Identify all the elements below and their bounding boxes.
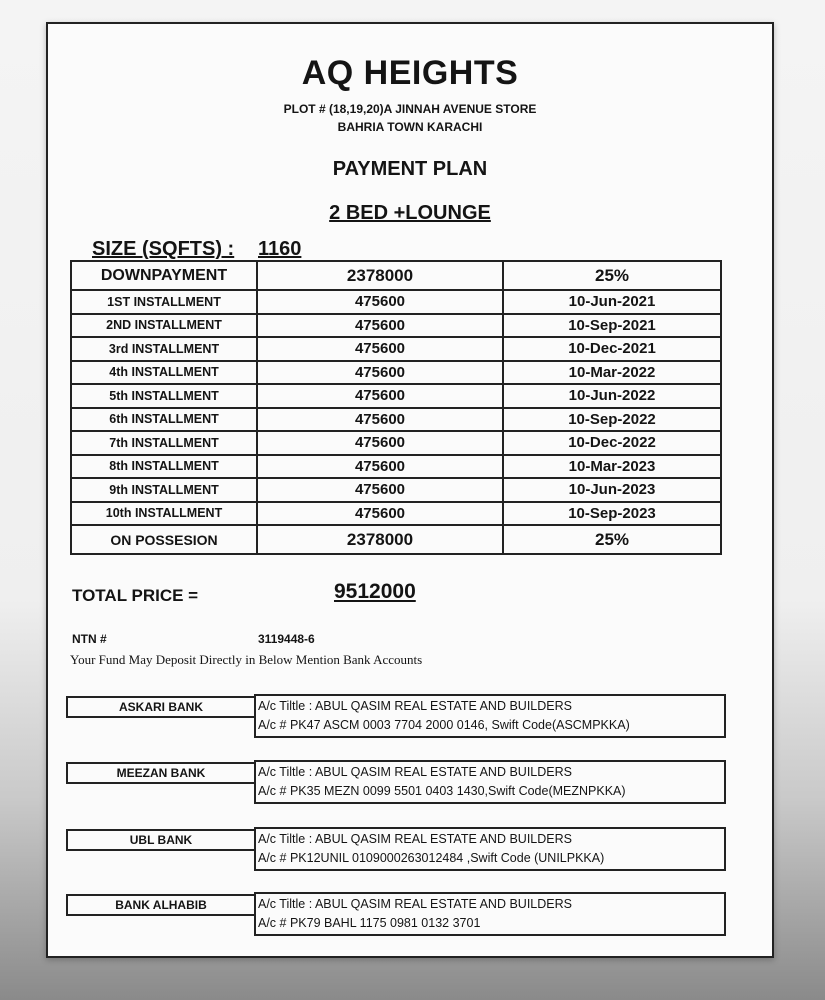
size-label: SIZE (SQFTS) : [92,238,235,260]
row-due: 10-Sep-2021 [503,314,721,338]
total-price-label: TOTAL PRICE = [72,586,199,605]
row-amount: 475600 [257,361,503,385]
ntn-label: NTN # [72,632,107,646]
row-due: 10-Jun-2021 [503,290,721,314]
account-number: A/c # PK35 MEZN 0099 5501 0403 1430,Swift Code(MEZNPKKA) [258,784,626,798]
bank-account-details [254,892,726,936]
row-due: 10-Mar-2022 [503,361,721,385]
table-row [71,384,721,408]
row-label: 1ST INSTALLMENT [71,290,257,314]
bank-account-details [254,694,726,738]
table-row [71,478,721,502]
table-row [71,455,721,479]
table-row [71,290,721,314]
ntn-value: 3119448-6 [258,632,315,646]
table-row [71,502,721,526]
row-label: 7th INSTALLMENT [71,431,257,455]
bank-account-details [254,827,726,871]
row-amount: 475600 [257,478,503,502]
account-title: A/c Tiltle : ABUL QASIM REAL ESTATE AND BUILDERS [258,832,572,846]
row-amount: 2378000 [257,261,503,290]
account-number: A/c # PK79 BAHL 1175 0981 0132 3701 [258,916,481,930]
table-row [71,314,721,338]
row-label: 10th INSTALLMENT [71,502,257,526]
row-due: 10-Jun-2022 [503,384,721,408]
row-label: ON POSSESION [71,525,257,554]
row-due: 10-Dec-2022 [503,431,721,455]
row-due: 25% [503,525,721,554]
payment-schedule-table [70,260,722,555]
row-due: 10-Jun-2023 [503,478,721,502]
bank-name: UBL BANK [66,829,256,851]
total-price-value: 9512000 [334,580,416,603]
project-title: AQ HEIGHTS [301,54,519,92]
table-row [71,525,721,554]
account-title: A/c Tiltle : ABUL QASIM REAL ESTATE AND BUILDERS [258,897,572,911]
address-line-1: PLOT # (18,19,20)A JINNAH AVENUE STORE [283,102,537,116]
row-amount: 475600 [257,455,503,479]
table-row [71,361,721,385]
account-title: A/c Tiltle : ABUL QASIM REAL ESTATE AND BUILDERS [258,765,572,779]
account-number: A/c # PK47 ASCM 0003 7704 2000 0146, Swift Code(ASCMPKKA) [258,718,630,732]
row-due: 25% [503,261,721,290]
account-number: A/c # PK12UNIL 0109000263012484 ,Swift Code (UNILPKKA) [258,851,605,865]
row-label: 2ND INSTALLMENT [71,314,257,338]
row-label: DOWNPAYMENT [71,261,257,290]
row-amount: 475600 [257,337,503,361]
row-label: 5th INSTALLMENT [71,384,257,408]
table-row [71,337,721,361]
row-due: 10-Mar-2023 [503,455,721,479]
bank-account-details [254,760,726,804]
row-amount: 475600 [257,314,503,338]
unit-type: 2 BED +LOUNGE [329,202,491,224]
row-label: 8th INSTALLMENT [71,455,257,479]
bank-name: BANK ALHABIB [66,894,256,916]
bank-name: ASKARI BANK [66,696,256,718]
bank-name: MEEZAN BANK [66,762,256,784]
table-row [71,261,721,290]
row-amount: 475600 [257,384,503,408]
row-amount: 475600 [257,290,503,314]
row-label: 3rd INSTALLMENT [71,337,257,361]
row-due: 10-Dec-2021 [503,337,721,361]
deposit-note: Your Fund May Deposit Directly in Below Mention Bank Accounts [70,652,423,667]
row-amount: 475600 [257,502,503,526]
row-label: 4th INSTALLMENT [71,361,257,385]
table-row [71,431,721,455]
address-line-2: BAHRIA TOWN KARACHI [337,120,483,134]
row-amount: 475600 [257,408,503,432]
row-label: 9th INSTALLMENT [71,478,257,502]
table-row [71,408,721,432]
plan-title: PAYMENT PLAN [332,158,488,180]
row-label: 6th INSTALLMENT [71,408,257,432]
row-amount: 475600 [257,431,503,455]
row-amount: 2378000 [257,525,503,554]
payment-plan-sheet [46,22,774,958]
row-due: 10-Sep-2022 [503,408,721,432]
size-value: 1160 [258,238,302,260]
account-title: A/c Tiltle : ABUL QASIM REAL ESTATE AND BUILDERS [258,699,572,713]
row-due: 10-Sep-2023 [503,502,721,526]
